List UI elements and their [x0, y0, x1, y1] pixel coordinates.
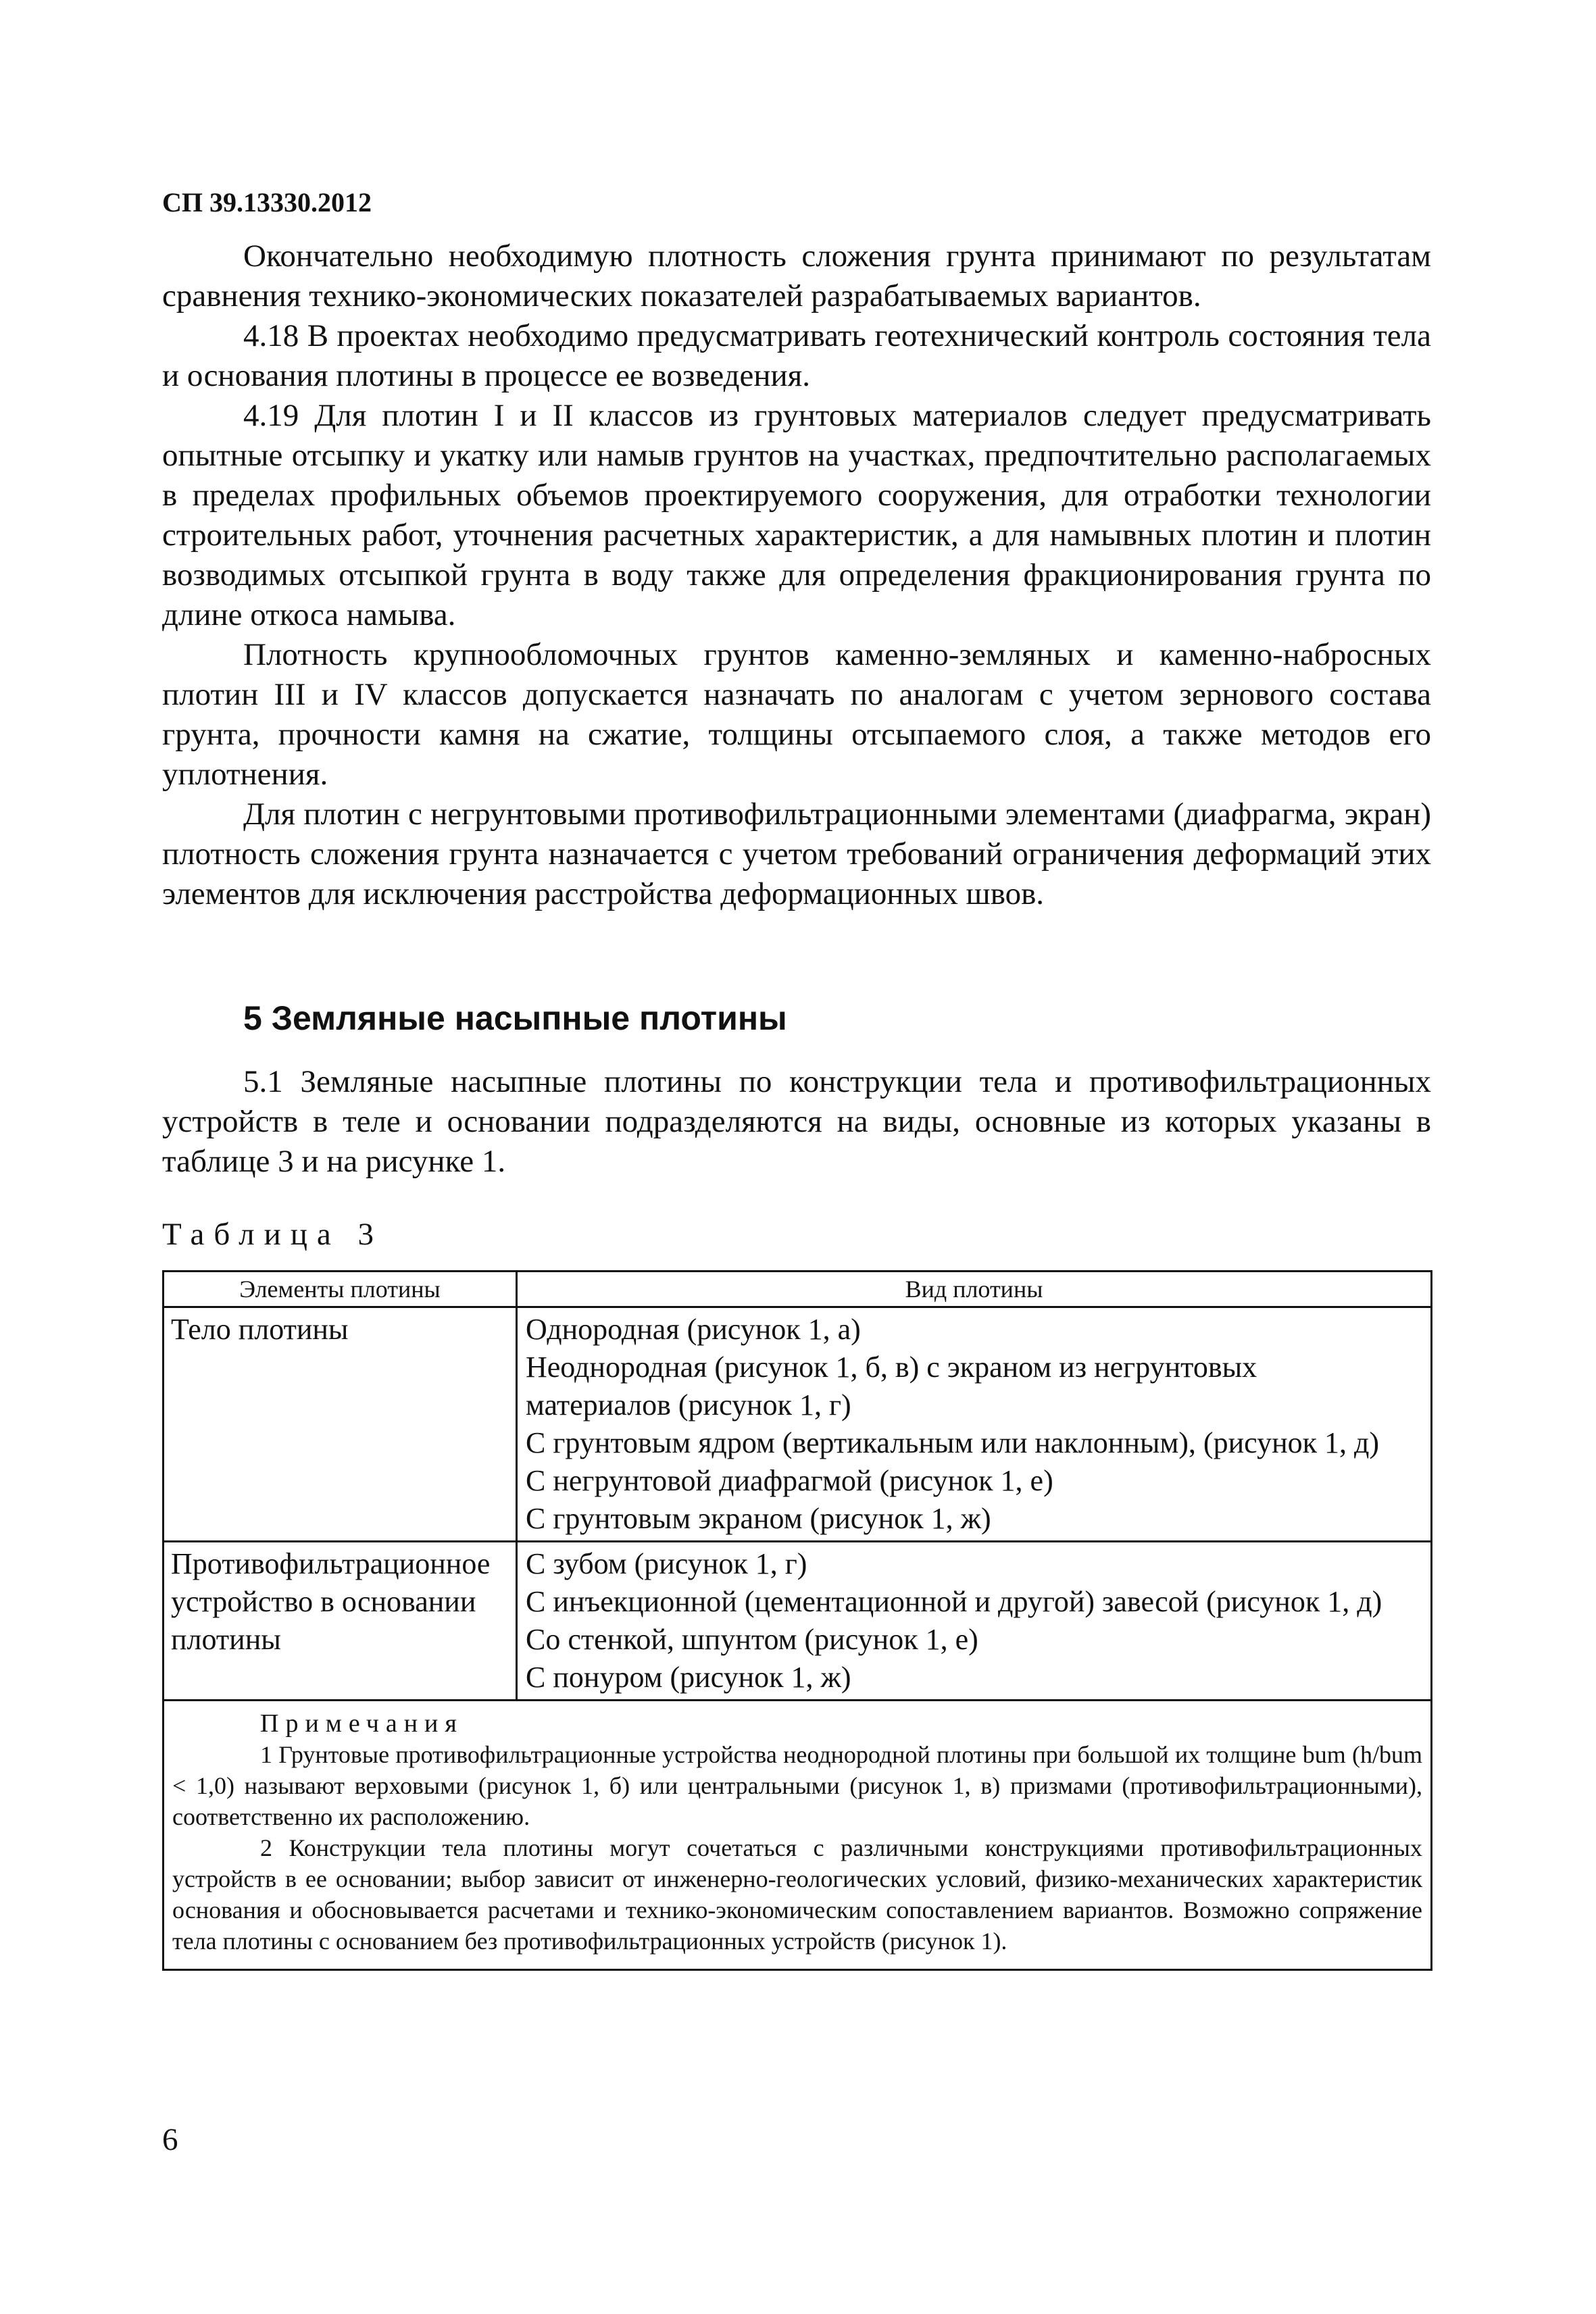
section-title: 5 Земляные насыпные плотины	[243, 999, 787, 1037]
header-kind: Вид плотины	[517, 1272, 1432, 1307]
row-kinds	[517, 1307, 1432, 1542]
page-number: 6	[162, 2122, 178, 2157]
table-notes	[164, 1701, 1432, 1970]
paragraph-5-1: 5.1 Земляные насыпные плотины по конструкции тела и противофильтрационных устройств в теле и основании подразделяются на виды, основные из которых указаны в таблице 3 и на рисунке 1.	[162, 1064, 1431, 1179]
paragraph-non-soil: Для плотин с негрунтовыми противофильтрационными элементами (диафрагма, экран) плотность сложения грунта назначается с учетом требований ограничения деформаций этих элементов для исключения расстройства деформационных швов.	[162, 797, 1431, 911]
paragraph-4-19: 4.19 Для плотин I и II классов из грунтовых материалов следует предусматривать опытные отсыпку и укатку или намыв грунтов на участках, предпочтительно располагаемых в пределах профильных объемов проектируемого сооружения, для отработки технологии строительных работ, уточнения расчетных характеристик, а для намывных плотин и плотин возводимых отсыпкой грунта в воду также для определения фракционирования грунта по длине откоса намыва.	[162, 398, 1431, 632]
kind-item: С грунтовым экраном (рисунок 1, ж)	[526, 1502, 991, 1535]
kind-item: Неоднородная (рисунок 1, б, в) с экраном из негрунтовых	[526, 1351, 1257, 1384]
section-body	[162, 1062, 1431, 1182]
kind-item: материалов (рисунок 1, г)	[526, 1388, 851, 1422]
row-element: Тело плотины	[164, 1307, 517, 1542]
note-1: 1 Грунтовые противофильтрационные устройства неоднородной плотины при большой их толщине bum (h/bum < 1,0) называют верховыми (рисунок 1, б) или центральными (рисунок 1, в) призмами (противофильтрационными), соответственно их расположению.	[172, 1741, 1422, 1830]
header-elements: Элементы плотины	[164, 1272, 517, 1307]
paragraph-1: Окончательно необходимую плотность сложения грунта принимают по результатам сравнения технико-экономических показателей разрабатываемых вариантов.	[162, 238, 1431, 313]
kind-item: Со стенкой, шпунтом (рисунок 1, е)	[526, 1623, 978, 1656]
paragraph-4-18: 4.18 В проектах необходимо предусматривать геотехнический контроль состояния тела и основания плотины в процессе ее возведения.	[162, 318, 1431, 393]
row-element: Противофильтрационное устройство в основании плотины	[164, 1542, 517, 1701]
kind-item: Однородная (рисунок 1, а)	[526, 1313, 861, 1346]
kind-item: С понуром (рисунок 1, ж)	[526, 1661, 851, 1694]
table-header-row	[164, 1272, 1432, 1307]
kind-item: С инъекционной (цементационной и другой) завесой (рисунок 1, д)	[526, 1585, 1382, 1618]
kind-item: С грунтовым ядром (вертикальным или наклонным), (рисунок 1, д)	[526, 1426, 1380, 1459]
row-kinds	[517, 1542, 1432, 1701]
table-notes-row	[164, 1701, 1432, 1970]
kind-item: С зубом (рисунок 1, г)	[526, 1547, 807, 1580]
table-row	[164, 1542, 1432, 1701]
table-caption: Таблица 3	[162, 1217, 384, 1252]
paragraph-density: Плотность крупнообломочных грунтов каменно-земляных и каменно-набросных плотин III и IV классов допускается назначать по аналогам с учетом зернового состава грунта, прочности камня на сжатие, толщины отсыпаемого слоя, а также методов его уплотнения.	[162, 637, 1431, 792]
table-row	[164, 1307, 1432, 1542]
notes-title: Примечания	[260, 1709, 464, 1738]
body-text	[162, 236, 1431, 914]
document-code: СП 39.13330.2012	[162, 187, 372, 218]
table-3	[162, 1270, 1432, 1971]
kind-item: С негрунтовой диафрагмой (рисунок 1, е)	[526, 1464, 1053, 1497]
note-2: 2 Конструкции тела плотины могут сочетаться с различными конструкциями противофильтрационных устройств в ее основании; выбор зависит от инженерно-геологических условий, физико-механических характеристик основания и обосновывается расчетами и технико-экономическим сопоставлением вариантов. Возможно сопряжение тела плотины с основанием без противофильтрационных устройств (рисунок 1).	[172, 1834, 1422, 1955]
